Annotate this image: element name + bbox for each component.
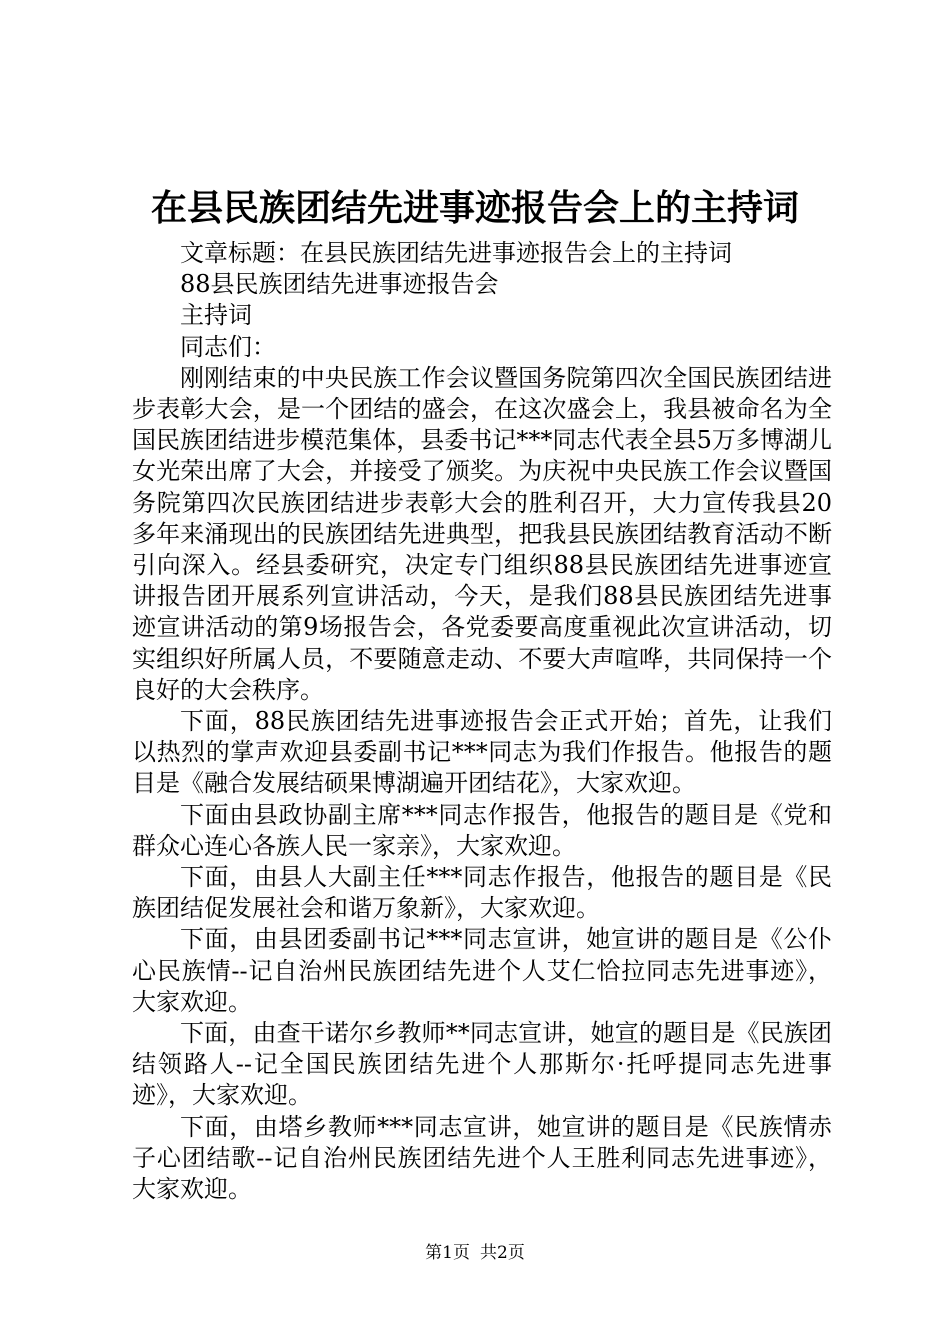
paragraph-speaker-4: 下面，由县团委副书记***同志宣讲，她宣讲的题目是《公仆心民族情--记自治州民族团结先进个人艾仁恰拉同志先进事迹》，大家欢迎。 <box>132 925 832 1016</box>
document-title: 在县民族团结先进事迹报告会上的主持词 <box>150 187 799 229</box>
paragraph-salutation: 同志们： <box>180 332 276 361</box>
page-number: 第1页 <box>425 1243 470 1263</box>
paragraph-speaker-5: 下面，由查干诺尔乡教师**同志宣讲，她宣的题目是《民族团结领路人--记全国民族团结先进个人那斯尔·托呼提同志先进事迹》，大家欢迎。 <box>132 1019 832 1110</box>
paragraph-heading: 主持词 <box>180 301 252 330</box>
paragraph-article-title: 文章标题：在县民族团结先进事迹报告会上的主持词 <box>180 239 732 267</box>
paragraph-speaker-1: 下面，88民族团结先进事迹报告会正式开始；首先，让我们以热烈的掌声欢迎县委副书记***同志为我们作报告。他报告的题目是《融合发展结硕果博湖遍开团结花》，大家欢迎。 <box>132 707 832 798</box>
paragraph-opening: 刚刚结束的中央民族工作会议暨国务院第四次全国民族团结进步表彰大会，是一个团结的盛会，在这次盛会上，我县被命名为全国民族团结进步模范集体，县委书记***同志代表全县5万多博湖儿女光荣出席了大会，并接受了颁奖。为庆祝中央民族工作会议暨国务院第四次民族团结进步表彰大会的胜利召开，大力宣传我县20多年来涌现出的民族团结先进典型，把我县民族团结教育活动不断引向深入。经县委研究，决定专门组织88县民族团结先进事迹宣讲报告团开展系列宣讲活动，今天，是我们88县民族团结先进事迹宣讲活动的第9场报告会，各党委要高度重视此次宣讲活动，切实组织好所属人员，不要随意走动、不要大声喧哗，共同保持一个良好的大会秩序。 <box>132 363 832 704</box>
page-total: 共2页 <box>480 1243 525 1263</box>
paragraph-speaker-2: 下面由县政协副主席***同志作报告，他报告的题目是《党和群众心连心各族人民一家亲》，大家欢迎。 <box>132 800 832 860</box>
paragraph-speaker-3: 下面，由县人大副主任***同志作报告，他报告的题目是《民族团结促发展社会和谐万象新》，大家欢迎。 <box>132 863 832 923</box>
page-footer <box>0 1242 950 1264</box>
document-body <box>132 238 832 1205</box>
paragraph-speaker-6: 下面，由塔乡教师***同志宣讲，她宣讲的题目是《民族情赤子心团结歌--记自治州民族团结先进个人王胜利同志先进事迹》，大家欢迎。 <box>132 1112 832 1204</box>
paragraph-event-name: 88县民族团结先进事迹报告会 <box>180 270 499 299</box>
